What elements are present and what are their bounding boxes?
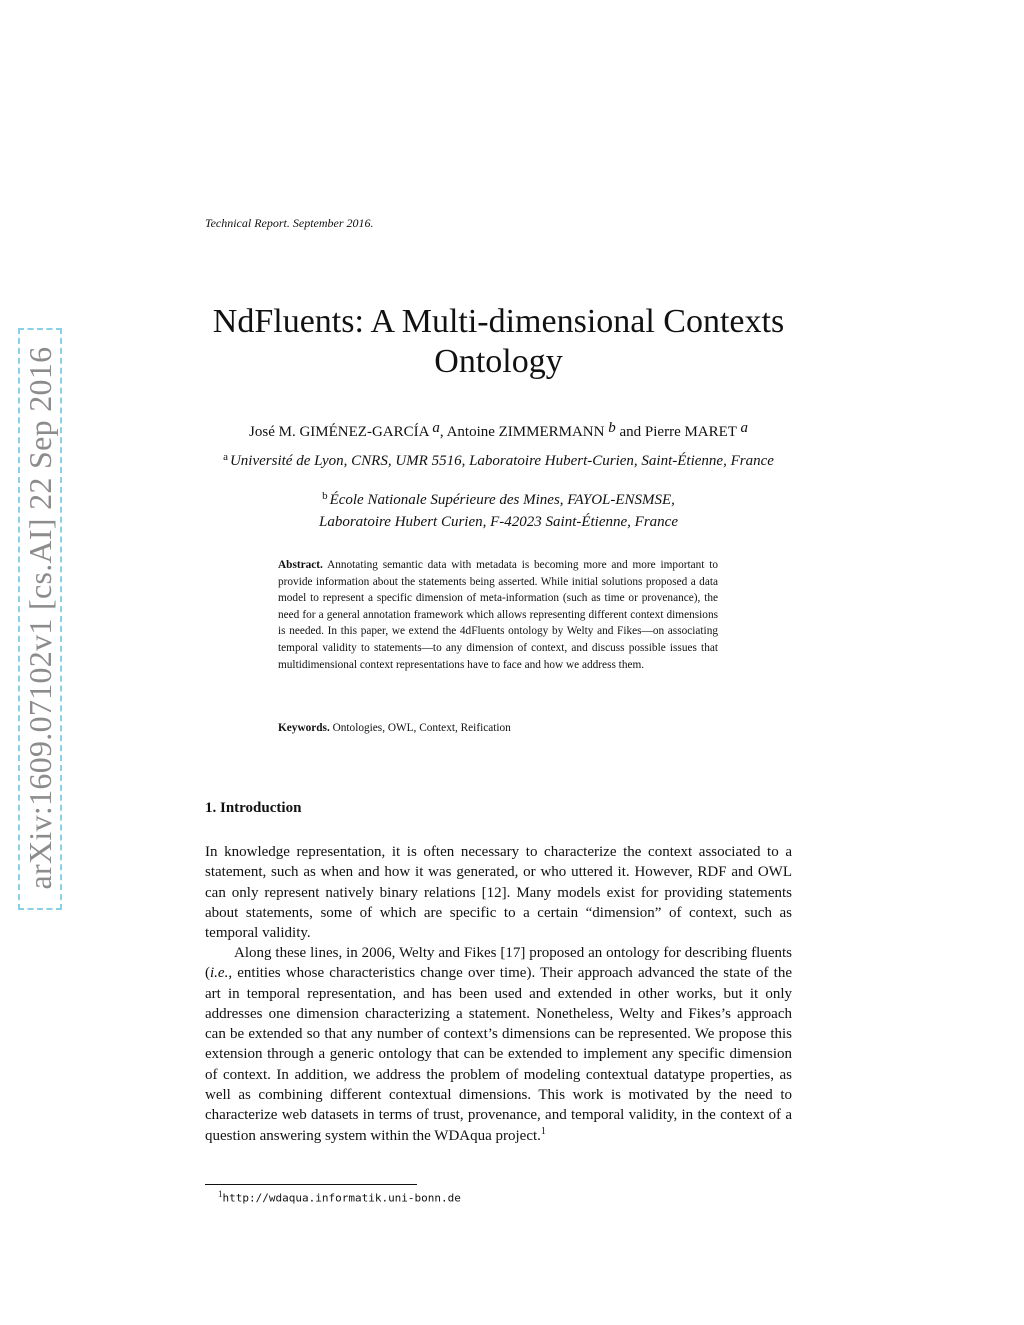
author-separator: , [439,424,447,440]
arxiv-identifier: arXiv:1609.07102v1 [cs.AI] 22 Sep 2016 [22,346,58,890]
affiliation-mark: a [223,451,228,463]
keywords-label: Keywords. [278,722,330,734]
abstract-label: Abstract. [278,559,323,571]
author-name: José M. GIMÉNEZ-GARCÍA [249,424,429,440]
footnote-divider [205,1184,417,1185]
author-affil-mark: a [740,420,748,436]
intro-paragraph-1: In knowledge representation, it is often necessary to characterize the context associated to a statement, such as when and how it was generated, or who uttered it. However, RDF and OWL can only represent natively binary relations [12]. Many models exist for providing statements about statements, some of which are specific to a certain “dimension” of context, such as temporal validity. [205,844,792,942]
affiliation-text-line-2: Laboratoire Hubert Curien, F-42023 Saint-Étienne, France [319,514,678,530]
footnote-mark: 1 [218,1189,223,1199]
affiliation-b [205,490,792,533]
title-line-1: NdFluents: A Multi-dimensional Contexts [212,303,785,340]
paragraph-text: Along these lines, in 2006, Welty and Fikes [17] proposed an ontology for describing fluents ( [205,945,792,982]
author-separator: and [615,424,645,440]
affiliation-a [205,451,792,473]
affiliation-mark: b [322,490,328,502]
section-heading-introduction: 1. Introduction [205,800,302,816]
author-name: Antoine ZIMMERMANN [446,424,605,440]
author-list [205,420,792,441]
footnote-url[interactable]: http://wdaqua.informatik.uni-bonn.de [222,1191,461,1205]
author-name: Pierre MARET [644,424,737,440]
author-affil-mark: a [432,420,440,436]
paragraph-italic-ie: i.e. [210,965,229,982]
footnote-reference: 1 [540,1125,546,1137]
affiliation-text: Université de Lyon, CNRS, UMR 5516, Laboratoire Hubert-Curien, Saint-Étienne, France [229,453,774,469]
paragraph-text: , entities whose characteristics change over time). Their approach advanced the state of the art in temporal representation, and has been used and extended in other works, but it only addresses one dimension characterizing a statement. Nonetheless, Welty and Fikes’s approach can be extended so that any number of context’s dimensions can be represented. We propose this extension through a generic ontology that can be extended to implement any specific dimension of context. In addition, we address the problem of modeling contextual datatype properties, as well as combining different contextual dimensions. This work is motivated by the need to characterize web datasets in terms of trust, provenance, and temporal validity, in the context of a question answering system within the WDAqua project. [205,965,792,1144]
keywords-text: Ontologies, OWL, Context, Reification [332,722,511,734]
abstract [278,557,718,673]
intro-paragraph-2 [205,943,792,1146]
report-header-note: Technical Report. September 2016. [205,216,374,230]
title-line-2: Ontology [434,343,563,380]
author-affil-mark: b [608,420,616,436]
paper-title [205,302,792,382]
footnote [218,1189,461,1205]
affiliation-text-line-1: École Nationale Supérieure des Mines, FAYOL-ENSMSE, [329,492,675,508]
keywords [278,720,718,736]
abstract-text: Annotating semantic data with metadata is becoming more and more important to provide information about the statements being asserted. While initial solutions proposed a data model to represent a specific dimension of meta-information (such as time or provenance), the need for a general annotation framework which allows representing different context dimensions is needed. In this paper, we extend the 4dFluents ontology by Welty and Fikes—on associating temporal validity to statements—to any dimension of context, and discuss possible issues that multidimensional context representations have to face and how we address them. [278,559,719,671]
